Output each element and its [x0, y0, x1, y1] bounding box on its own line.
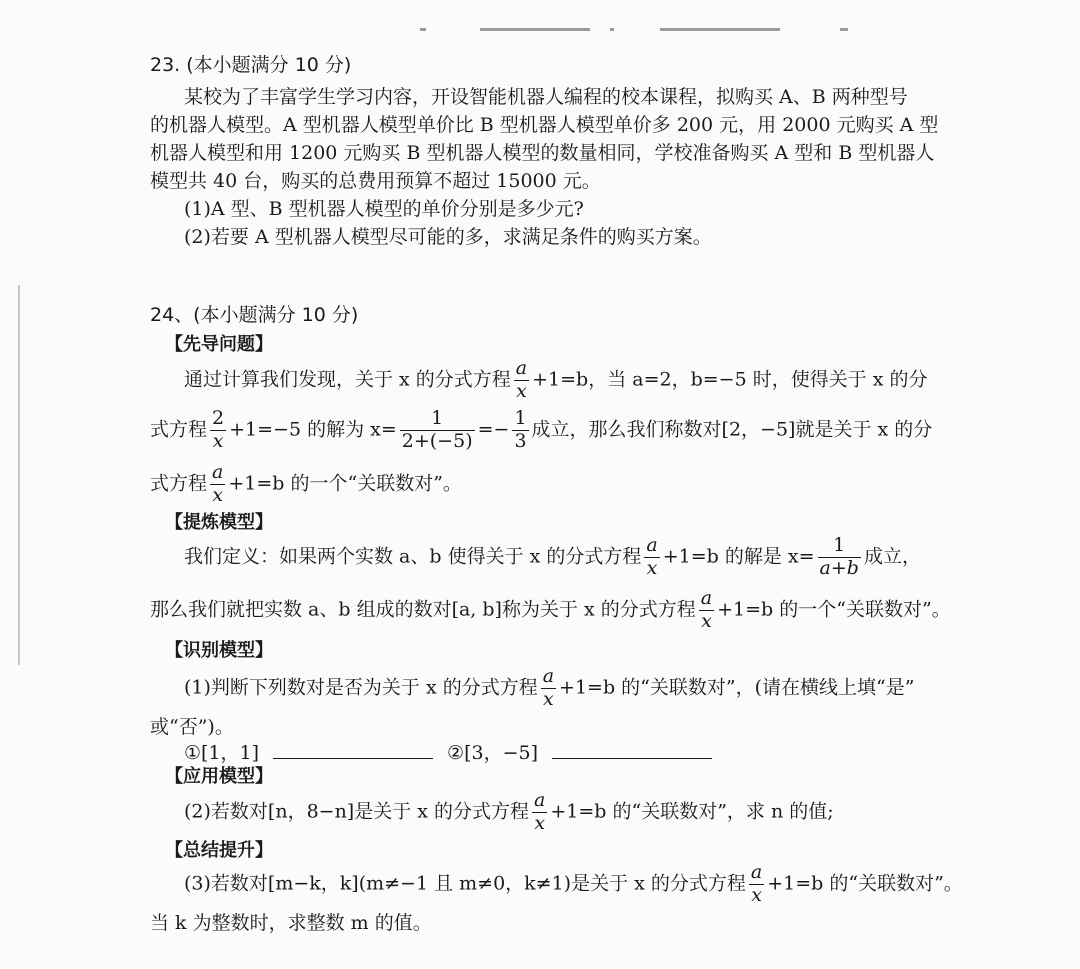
q23-header: 23. (本小题满分 10 分) — [150, 54, 352, 76]
frac-denominator: x — [210, 484, 225, 507]
frac-numerator: 1 — [833, 534, 846, 556]
text-segment: 成立， — [863, 545, 921, 568]
q24-line-10: 当 k 为整数时，求整数 m 的值。 — [150, 912, 432, 934]
q24-options — [184, 738, 726, 765]
fraction-a-over-x — [749, 862, 764, 907]
section-identify-model: 【识别模型】 — [165, 640, 273, 661]
q23-para-2: 的机器人模型。A 型机器人模型单价比 B 型机器人模型单价多 200 元，用 2000 元购买 A 型 — [150, 114, 939, 136]
fraction-a-over-x — [541, 666, 556, 711]
fraction-1-over-a-plus-b — [818, 535, 861, 580]
q23-para-1: 某校为了丰富学生学习内容，开设智能机器人编程的校本课程，拟购买 A、B 两种型号 — [184, 86, 908, 108]
frac-numerator: a — [534, 789, 546, 811]
frac-denominator: a+b — [819, 556, 859, 579]
text-segment: =− — [477, 418, 510, 441]
text-segment: (1)判断下列数对是否为关于 x 的分式方程 — [184, 676, 538, 699]
top-scan-marks — [420, 28, 860, 34]
text-segment: +1=b 的解是 x= — [662, 545, 815, 568]
fraction-a-over-x — [514, 358, 529, 403]
fraction-a-over-x — [210, 462, 225, 507]
q24-line-5 — [150, 588, 951, 633]
text-segment: 那么我们就把实数 a、b 组成的数对[a, b]称为关于 x 的分式方程 — [150, 598, 696, 621]
fraction-a-over-x — [644, 535, 659, 580]
section-lead-question: 【先导问题】 — [165, 334, 273, 355]
text-segment: 我们定义：如果两个实数 a、b 使得关于 x 的分式方程 — [184, 545, 642, 568]
q24-header: 24、(本小题满分 10 分) — [150, 304, 359, 326]
section-refine-model: 【提炼模型】 — [165, 512, 273, 533]
frac-numerator: a — [542, 665, 555, 687]
frac-denominator: x — [699, 610, 714, 633]
fraction-2-over-x — [210, 408, 226, 453]
q24-line-2 — [150, 408, 932, 453]
text-segment: +1=b，当 a=2，b=−5 时，使得关于 x 的分 — [532, 368, 928, 391]
scan-edge-line — [18, 285, 20, 665]
frac-denominator: x — [514, 380, 529, 403]
option-1-label: ①[1，1] — [184, 742, 260, 764]
text-segment: (2)若数对[n，8−n]是关于 x 的分式方程 — [184, 800, 530, 823]
frac-numerator: 2 — [212, 407, 225, 429]
frac-numerator: a — [515, 357, 528, 379]
q23-para-3: 机器人模型和用 1200 元购买 B 型机器人模型的数量相同，学校准备购买 A 型和 B 型机器人 — [150, 142, 935, 164]
q23-sub2: (2)若要 A 型机器人模型尽可能的多，求满足条件的购买方案。 — [184, 226, 712, 248]
q24-line-1 — [184, 358, 928, 403]
answer-blank-1[interactable] — [273, 740, 433, 759]
q24-line-3 — [150, 462, 462, 507]
answer-blank-2[interactable] — [552, 740, 712, 759]
q24-line-8 — [184, 790, 834, 835]
frac-numerator: a — [700, 587, 713, 609]
fraction-a-over-x — [532, 790, 547, 835]
frac-denominator: 2+(−5) — [401, 429, 473, 452]
text-segment: +1=b 的“关联数对”。 — [767, 872, 963, 895]
q23-sub1: (1)A 型、B 型机器人模型的单价分别是多少元? — [184, 198, 584, 220]
text-segment: +1=b 的“关联数对”，(请在横线上填“是” — [559, 676, 915, 699]
frac-numerator: 1 — [514, 407, 527, 429]
fraction-1-over-3 — [512, 408, 528, 453]
frac-denominator: x — [749, 884, 764, 907]
frac-numerator: 1 — [431, 407, 444, 429]
frac-denominator: 3 — [514, 429, 527, 452]
frac-denominator: x — [541, 688, 556, 711]
section-summary: 【总结提升】 — [165, 840, 273, 861]
frac-numerator: a — [646, 534, 658, 556]
fraction-1-over-sum — [400, 408, 475, 453]
text-segment: 式方程 — [150, 472, 208, 495]
section-apply-model: 【应用模型】 — [165, 766, 273, 787]
q24-line-6 — [184, 666, 914, 711]
frac-denominator: x — [644, 557, 659, 580]
text-segment: +1=−5 的解为 x= — [229, 418, 397, 441]
q23-para-4: 模型共 40 台，购买的总费用预算不超过 15000 元。 — [150, 170, 601, 192]
option-2-label: ②[3，−5] — [447, 742, 539, 764]
text-segment: 成立，那么我们称数对[2，−5]就是关于 x 的分 — [531, 418, 933, 441]
text-segment: (3)若数对[m−k，k](m≠−1 且 m≠0，k≠1)是关于 x 的分式方程 — [184, 872, 746, 895]
text-segment: 式方程 — [150, 418, 208, 441]
q24-line-9 — [184, 862, 963, 907]
q24-line-7: 或“否”)。 — [150, 716, 234, 738]
frac-denominator: x — [532, 812, 547, 835]
frac-numerator: a — [750, 861, 763, 883]
fraction-a-over-x — [699, 588, 714, 633]
text-segment: +1=b 的“关联数对”，求 n 的值; — [550, 800, 834, 823]
frac-numerator: a — [212, 461, 224, 483]
q24-line-4 — [184, 535, 921, 580]
frac-denominator: x — [210, 430, 226, 453]
text-segment: 通过计算我们发现，关于 x 的分式方程 — [184, 368, 511, 391]
text-segment: +1=b 的一个“关联数对”。 — [717, 598, 951, 621]
text-segment: +1=b 的一个“关联数对”。 — [228, 472, 462, 495]
